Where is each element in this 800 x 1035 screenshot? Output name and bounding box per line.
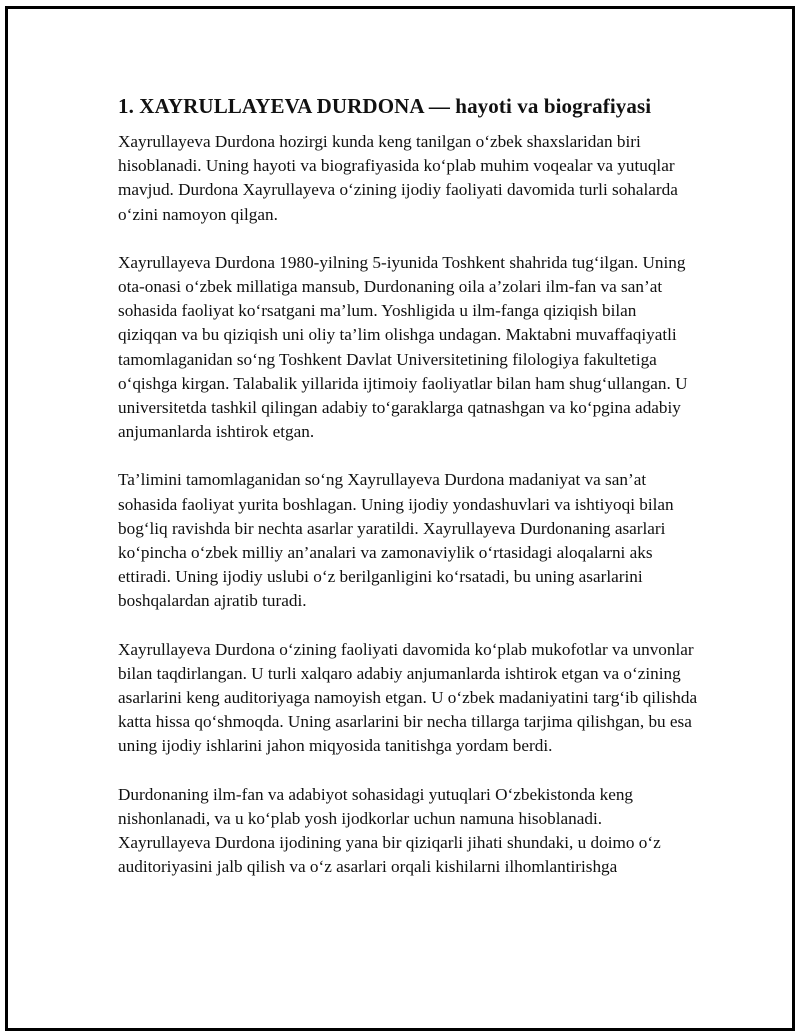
- paragraph-awards: Xayrullayeva Durdona o‘zining faoliyati davomida ko‘plab mukofotlar va unvonlar bilan taqdirlangan. U turli xalqaro adabiy anjumanlarda ishtirok etgan va o‘zining asarlarini keng auditoriyaga namoyish etgan. U o‘zbek madaniyatini targ‘ib qilishda katta hissa qo‘shmoqda. Uning asarlarini bir necha tillarga tarjima qilishgan, bu esa uning ijodiy ishlarini jahon miqyosida tanitishga yordam berdi.: [118, 639, 698, 756]
- paragraph-career: Ta’limini tamomlaganidan so‘ng Xayrullayeva Durdona madaniyat va san’at sohasida faoliyat yurita boshlagan. Uning ijodiy yondashuvlari va ishtiyoqi bilan bog‘liq ravishda bir nechta asarlar yaratildi. Xayrullayeva Durdonaning asarlari ko‘pincha o‘zbek milliy an’analari va zamonaviylik o‘rtasidagi aloqalarni aks ettiradi. Uning ijodiy uslubi o‘z berilganligini ko‘rsatadi, bu uning asarlarini boshqalardan ajratib turadi.: [118, 470, 674, 611]
- document-body: [118, 92, 698, 903]
- paragraph-intro: Xayrullayeva Durdona hozirgi kunda keng tanilgan o‘zbek shaxslaridan biri hisoblanadi. Uning hayoti va biografiyasida ko‘plab muhim voqealar va yutuqlar mavjud. Durdona Xayrullayeva o‘zining ijodiy faoliyati davomida turli sohalarda o‘zini namoyon qilgan.: [118, 132, 678, 224]
- paragraph-early-life: Xayrullayeva Durdona 1980-yilning 5-iyunida Toshkent shahrida tug‘ilgan. Uning ota-onasi o‘zbek millatiga mansub, Durdonaning oila a’zolari ilm-fan va san’at sohasida faoliyat ko‘rsatgani ma’lum. Yoshligida u ilm-fanga qiziqish bilan qiziqqan va bu qiziqish uni oliy ta’lim olishga undagan. Maktabni muvaffaqiyatli tamomlaganidan so‘ng Toshkent Davlat Universitetining filologiya fakultetiga o‘qishga kirgan. Talabalik yillarida ijtimoiy faoliyatlar bilan ham shug‘ullangan. U universitetda tashkil qilingan adabiy to‘garaklarga qatnashgan va ko‘pgina adabiy anjumanlarda ishtirok etgan.: [118, 252, 688, 442]
- paragraph-legacy: Durdonaning ilm-fan va adabiyot sohasidagi yutuqlari O‘zbekistonda keng nishonlanadi, va u ko‘plab yosh ijodkorlar uchun namuna hisoblanadi. Xayrullayeva Durdona ijodining yana bir qiziqarli jihati shundaki, u doimo o‘z auditoriyasini jalb qilish va o‘z asarlari orqali kishilarni ilhomlantirishga: [118, 784, 661, 877]
- document-title: 1. XAYRULLAYEVA DURDONA — hayoti va biografiyasi: [118, 94, 652, 118]
